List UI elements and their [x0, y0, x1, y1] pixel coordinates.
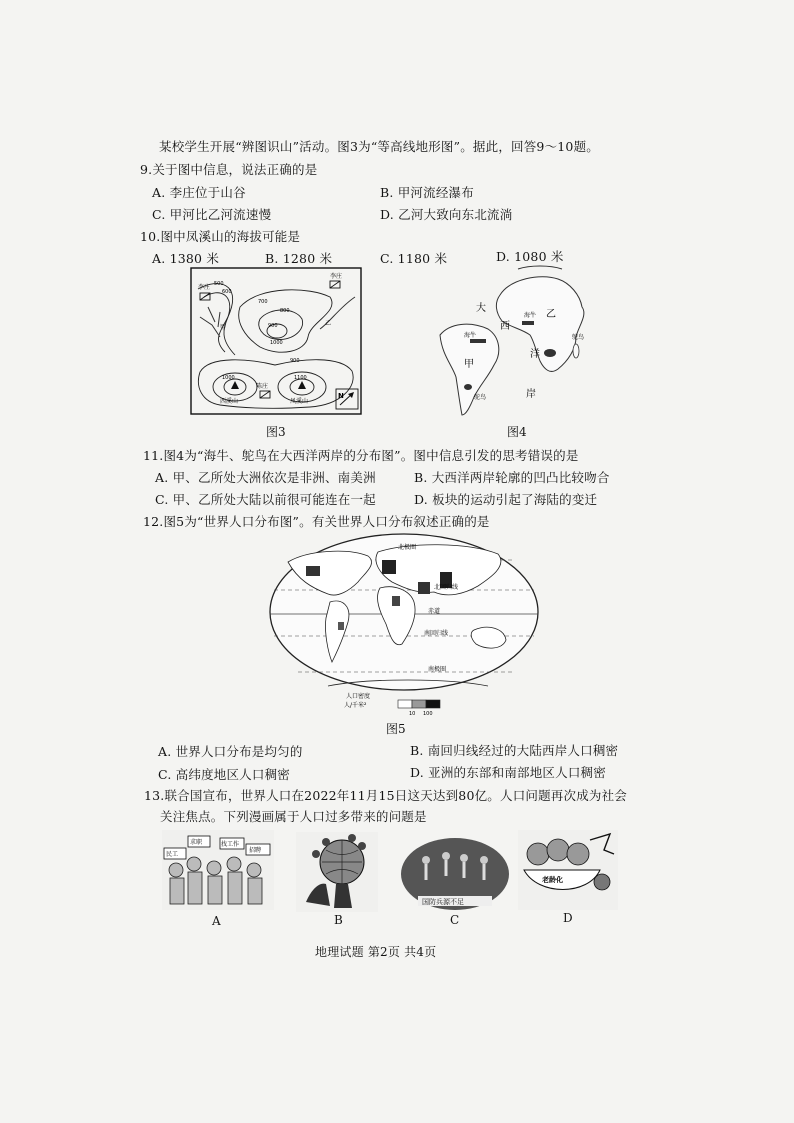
contour-label-700: 700 — [258, 299, 268, 305]
contour-label-1000: 1000 — [270, 340, 283, 346]
q9-option-d: D. 乙河大致向东北流淌 — [380, 207, 513, 222]
label-antarctic-circle: 南极圈 — [428, 666, 447, 673]
q10-option-a: A. 1380 米 — [152, 251, 220, 266]
cartoon-c-caption: 国防兵源不足 — [422, 898, 464, 906]
q12-option-c: C. 高纬度地区人口稠密 — [158, 767, 290, 782]
intro-text: 某校学生开展“辨图识山”活动。图3为“等高线地形图”。据此，回答9～10题。 — [159, 139, 599, 154]
north-label: N — [338, 392, 344, 400]
q9-option-b: B. 甲河流经瀑布 — [380, 185, 474, 200]
cartoon-a-label: A — [212, 914, 221, 928]
label-jia: 甲 — [464, 359, 474, 370]
label-fengxishan: 凤溪山 — [290, 398, 309, 405]
label-xi: 西 — [500, 321, 510, 332]
label-tropic-south: 南回归线 — [424, 630, 449, 637]
cartoon-b-overloaded-globe — [296, 832, 378, 912]
question-13-stem-line1: 13.联合国宣布，世界人口在2022年11月15日这天达到80亿。人口问题再次成为社会 — [144, 788, 628, 803]
legend-swatch-low — [398, 700, 412, 708]
contour-label-500: 500 — [214, 281, 224, 287]
label-tuoniao-af: 鸵鸟 — [572, 334, 585, 341]
q9-option-a: A. 李庄位于山谷 — [152, 185, 246, 200]
legend-title-1: 人口密度 — [346, 693, 371, 700]
label-tropic-north: 北回归线 — [434, 584, 459, 591]
figure-3-contour-map — [190, 267, 362, 415]
contour-label-800: 800 — [280, 308, 290, 314]
q10-option-d: D. 1080 米 — [496, 249, 564, 264]
q11-option-d: D. 板块的运动引起了海陆的变迁 — [414, 492, 598, 507]
sign-1: 民工 — [166, 851, 179, 858]
legend-value-100: 100 — [423, 711, 433, 717]
page-footer: 地理试题 第2页 共4页 — [315, 945, 437, 959]
label-lizhuang: 李庄 — [330, 273, 343, 280]
q10-option-b: B. 1280 米 — [265, 251, 333, 266]
label-tuoniao-sa: 鸵鸟 — [474, 394, 487, 401]
legend-value-10: 10 — [409, 711, 416, 717]
question-12-stem: 12.图5为“世界人口分布图”。有关世界人口分布叙述正确的是 — [143, 514, 490, 529]
label-haoniu-af: 海牛 — [524, 312, 537, 319]
label-yi: 乙 — [546, 309, 556, 320]
q10-option-c: C. 1180 米 — [380, 251, 448, 266]
question-9-stem: 9.关于图中信息，说法正确的是 — [140, 162, 318, 177]
sign-2: 求职 — [190, 839, 203, 846]
label-arctic-circle: 北极圈 — [398, 544, 417, 551]
question-10-stem: 10.图中凤溪山的海拔可能是 — [140, 229, 301, 244]
label-chenzhuang: 陈庄 — [256, 383, 269, 390]
cartoon-b-label: B — [334, 913, 343, 927]
label-xixishan: 西溪山 — [220, 398, 239, 405]
cartoon-c-soldiers — [400, 836, 510, 912]
label-lizhuang-left: 李庄 — [198, 284, 211, 291]
sign-4: 招聘 — [249, 847, 262, 854]
figure-5-caption: 图5 — [386, 722, 406, 736]
contour-label-900: 900 — [268, 323, 278, 329]
q11-option-a: A. 甲、乙所处大洲依次是非洲、南美洲 — [155, 470, 376, 485]
question-13-stem-line2: 关注焦点。下列漫画属于人口过多带来的问题是 — [160, 809, 427, 824]
contour-label-600: 600 — [222, 289, 232, 295]
label-equator: 赤道 — [428, 608, 441, 615]
cartoon-c-label: C — [450, 913, 460, 927]
label-an: 岸 — [526, 389, 536, 400]
sign-3: 找工作 — [221, 841, 240, 848]
cartoon-d-label: D — [563, 911, 573, 925]
figure-3-caption: 图3 — [266, 425, 286, 439]
label-haoniu-sa: 海牛 — [464, 332, 477, 339]
legend-title-2: 人/千米² — [344, 702, 367, 709]
q12-option-d: D. 亚洲的东部和南部地区人口稠密 — [410, 765, 606, 780]
q9-option-c: C. 甲河比乙河流速慢 — [152, 207, 272, 222]
legend-swatch-high — [426, 700, 440, 708]
legend-swatch-mid — [412, 700, 426, 708]
q11-option-c: C. 甲、乙所处大陆以前很可能连在一起 — [155, 492, 376, 507]
label-da: 大 — [476, 303, 486, 314]
cartoon-d-caption: 老龄化 — [542, 876, 563, 884]
label-jia-river: 甲 — [220, 324, 227, 331]
q12-option-a: A. 世界人口分布是均匀的 — [158, 744, 303, 759]
label-yang: 洋 — [530, 349, 540, 360]
contour-label-1000-b: 1000 — [222, 375, 235, 381]
figure-5-world-population-map — [268, 532, 540, 718]
contour-label-1100: 1100 — [294, 375, 307, 381]
question-11-stem: 11.图4为“海牛、鸵鸟在大西洋两岸的分布图”。图中信息引发的思考错误的是 — [143, 448, 579, 463]
figure-4-atlantic-map — [430, 265, 600, 417]
cartoon-a-job-seekers — [162, 830, 274, 910]
q12-option-b: B. 南回归线经过的大陆西岸人口稠密 — [410, 743, 619, 758]
label-yi-river: 乙 — [325, 320, 332, 327]
contour-label-900-b: 900 — [290, 358, 300, 364]
cartoon-d-aging — [518, 830, 618, 910]
figure-4-caption: 图4 — [507, 425, 527, 439]
q11-option-b: B. 大西洋两岸轮廓的凹凸比较吻合 — [414, 470, 610, 485]
